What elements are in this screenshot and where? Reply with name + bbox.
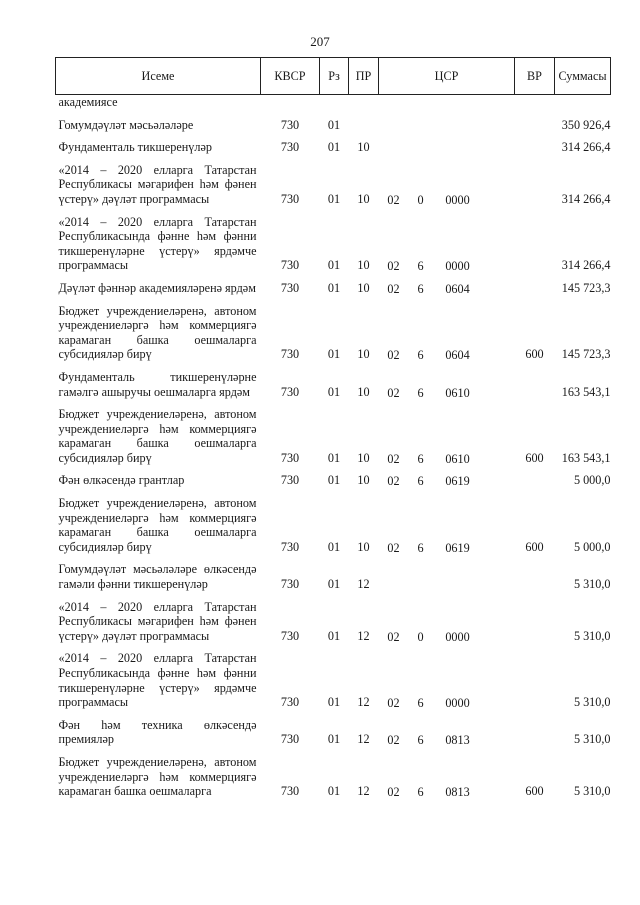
table-row [56,297,611,363]
cell-kvsr: 730 [280,450,300,465]
cell-vr: 600 [525,347,544,362]
table-row [56,644,611,710]
cell-csr [379,156,515,208]
header-kvsr: КВСР [261,58,320,95]
cell-pr: 12 [357,695,370,710]
cell-rz: 01 [327,539,341,554]
table-row [56,748,611,800]
table-row [56,363,611,400]
header-csr: ЦСР [379,58,515,95]
cell-rz [320,95,349,111]
cell-pr: 10 [357,347,370,362]
cell-kvsr: 730 [280,695,300,710]
cell-csr-code: 0619 [445,540,470,555]
cell-sum: 314 266,4 [561,140,611,155]
cell-name: Гомумдәүләт мәсьәләләре өлкәсендә гамәли фәнни тикшеренүләр [58,562,257,592]
cell-pr: 12 [357,628,370,643]
cell-csr [379,111,515,134]
cell-csr-code: 0604 [445,348,470,363]
cell-name: Гомумдәүләт мәсьәләләре [58,117,194,132]
cell-vr [515,111,555,134]
cell-csr-program: 02 [387,451,400,466]
cell-sum: 163 543,1 [561,450,611,465]
cell-csr-code: 0610 [445,451,470,466]
cell-pr: 12 [357,732,370,747]
cell-kvsr: 730 [280,473,300,488]
cell-name: Бюджет учреждениеләренә, автоном учреждениеләргә һәм коммерциягә карамаган башка оешмаларга [58,754,257,799]
cell-pr: 12 [357,784,370,799]
cell-vr [515,95,555,111]
cell-kvsr: 730 [280,117,300,132]
cell-kvsr: 730 [280,384,300,399]
cell-csr-code: 0000 [445,696,470,711]
cell-sum: 5 000,0 [573,539,611,554]
cell-csr-program: 02 [387,474,400,489]
cell-kvsr [261,95,320,111]
table-row [56,274,611,297]
cell-csr [379,748,515,800]
cell-name: Фән өлкәсендә грантлар [58,473,185,488]
cell-sum: 163 543,1 [561,384,611,399]
cell-csr-program: 02 [387,696,400,711]
cell-rz: 01 [327,117,341,132]
cell-pr: 10 [357,384,370,399]
cell-csr-program: 02 [387,281,400,296]
cell-csr [379,400,515,466]
table-body [56,95,611,800]
cell-rz: 01 [327,280,341,295]
cell-kvsr: 730 [280,191,300,206]
cell-csr [379,363,515,400]
table-row [56,466,611,489]
cell-rz: 01 [327,695,341,710]
cell-sum: 145 723,3 [561,347,611,362]
cell-vr [515,156,555,208]
table-row [56,711,611,748]
cell-vr [515,133,555,156]
cell-name: Дәүләт фәннәр академияләренә ярдәм [58,280,256,295]
cell-csr-subprogram: 6 [417,474,424,489]
cell-csr-subprogram: 0 [417,629,424,644]
budget-table [55,57,611,800]
cell-vr [515,208,555,274]
cell-name: Фән һәм техника өлкәсендә премияләр [58,717,257,747]
cell-csr [379,95,515,111]
header-sum: Суммасы [555,58,611,95]
cell-sum: 5 310,0 [573,784,611,799]
cell-rz: 01 [327,347,341,362]
cell-csr [379,711,515,748]
cell-csr-subprogram: 6 [417,281,424,296]
header-name: Исеме [56,58,261,95]
cell-vr [515,593,555,645]
cell-name: Бюджет учреждениеләренә, автоном учреждениеләргә һәм коммерциягә карамаган башка оешмаларга субсидияләр бирү [58,496,257,554]
cell-pr: 10 [357,191,370,206]
cell-csr-program: 02 [387,192,400,207]
cell-name: Фундаменталь тикшеренүләрне гамәлгә ашыручы оешмаларга ярдәм [58,369,257,399]
table-row [56,400,611,466]
cell-csr [379,555,515,592]
cell-pr: 10 [357,539,370,554]
cell-csr [379,297,515,363]
cell-csr-subprogram: 6 [417,259,424,274]
cell-pr [349,111,379,134]
cell-kvsr: 730 [280,732,300,747]
cell-rz: 01 [327,384,341,399]
cell-csr [379,133,515,156]
header-rz: Рз [320,58,349,95]
cell-csr-subprogram: 6 [417,785,424,800]
cell-csr [379,208,515,274]
cell-csr-subprogram: 6 [417,696,424,711]
table-row [56,95,611,111]
cell-csr [379,644,515,710]
cell-rz: 01 [327,628,341,643]
cell-sum: 5 000,0 [573,473,611,488]
cell-name: Фундаменталь тикшеренүләр [58,140,212,155]
cell-sum: 5 310,0 [573,695,611,710]
header-pr: ПР [349,58,379,95]
header-vr: ВР [515,58,555,95]
cell-csr-code: 0619 [445,474,470,489]
table-row [56,208,611,274]
cell-csr-code: 0604 [445,281,470,296]
cell-rz: 01 [327,450,341,465]
cell-rz: 01 [327,258,341,273]
cell-vr [515,555,555,592]
cell-name: «2014 – 2020 елларга Татарстан Республикасы мәгарифен һәм фәнен үстерү» дәүләт программасы [58,599,257,643]
cell-csr-program: 02 [387,733,400,748]
table-header [56,58,611,95]
cell-pr: 12 [357,577,370,592]
cell-csr-program: 02 [387,540,400,555]
table-row [56,555,611,592]
cell-name: «2014 – 2020 елларга Татарстан Республикасында фәнне һәм фәнни тикшеренүләрне үстерү» ярдәмче программасы [58,214,257,273]
table-row [56,489,611,555]
cell-rz: 01 [327,191,341,206]
cell-kvsr: 730 [280,258,300,273]
cell-name: Бюджет учреждениеләренә, автоном учреждениеләргә һәм коммерциягә карамаган башка оешмаларга субсидияләр бирү [58,303,257,362]
cell-vr: 600 [525,784,544,799]
cell-csr-program: 02 [387,785,400,800]
cell-name: Бюджет учреждениеләренә, автоном учреждениеләргә һәм коммерциягә карамаган башка оешмаларга субсидияләр бирү [58,407,257,465]
cell-sum: 5 310,0 [573,628,611,643]
page-number: 207 [310,34,330,49]
cell-pr: 10 [357,258,370,273]
cell-pr [349,95,379,111]
table-row [56,111,611,134]
cell-vr: 600 [525,539,544,554]
cell-pr: 10 [357,473,370,488]
cell-csr-code: 0000 [445,192,470,207]
cell-vr [515,711,555,748]
cell-kvsr: 730 [280,347,300,362]
cell-csr [379,489,515,555]
cell-rz: 01 [327,732,341,747]
cell-csr-program: 02 [387,629,400,644]
cell-rz: 01 [327,577,341,592]
cell-kvsr: 730 [280,628,300,643]
cell-csr-code: 0000 [445,259,470,274]
cell-csr-subprogram: 6 [417,348,424,363]
cell-csr [379,466,515,489]
table-row [56,133,611,156]
cell-name: «2014 – 2020 елларга Татарстан Республикасында фәнне һәм фәнни тикшеренүләрне үстерү» ярдәмче программасы [58,651,257,710]
cell-kvsr: 730 [280,140,300,155]
cell-pr: 10 [357,450,370,465]
cell-csr-code: 0813 [445,785,470,800]
cell-kvsr: 730 [280,280,300,295]
cell-pr: 10 [357,280,370,295]
cell-csr-code: 0813 [445,733,470,748]
cell-rz: 01 [327,473,341,488]
cell-csr-program: 02 [387,348,400,363]
cell-csr-subprogram: 6 [417,385,424,400]
cell-csr-program: 02 [387,259,400,274]
cell-kvsr: 730 [280,539,300,554]
cell-vr [515,274,555,297]
cell-csr-subprogram: 6 [417,540,424,555]
cell-csr-code: 0000 [445,629,470,644]
table-row [56,593,611,645]
cell-csr-subprogram: 6 [417,451,424,466]
cell-kvsr: 730 [280,784,300,799]
cell-pr: 10 [357,140,370,155]
cell-csr [379,274,515,297]
cell-sum [555,95,611,111]
cell-vr [515,466,555,489]
cell-csr-subprogram: 6 [417,733,424,748]
cell-sum: 145 723,3 [561,280,611,295]
cell-csr-code: 0610 [445,385,470,400]
cell-name: «2014 – 2020 елларга Татарстан Республикасы мәгарифен һәм фәнен үстерү» дәүләт программасы [58,162,257,206]
cell-vr [515,644,555,710]
cell-csr-program: 02 [387,385,400,400]
cell-rz: 01 [327,140,341,155]
cell-sum: 314 266,4 [561,191,611,206]
cell-name: академиясе [58,95,118,109]
cell-sum: 314 266,4 [561,258,611,273]
cell-kvsr: 730 [280,577,300,592]
cell-vr [515,363,555,400]
cell-sum: 5 310,0 [573,732,611,747]
cell-csr [379,593,515,645]
table-row [56,156,611,208]
cell-sum: 350 926,4 [561,117,611,132]
cell-sum: 5 310,0 [573,577,611,592]
cell-vr: 600 [525,450,544,465]
cell-rz: 01 [327,784,341,799]
cell-csr-subprogram: 0 [417,192,424,207]
